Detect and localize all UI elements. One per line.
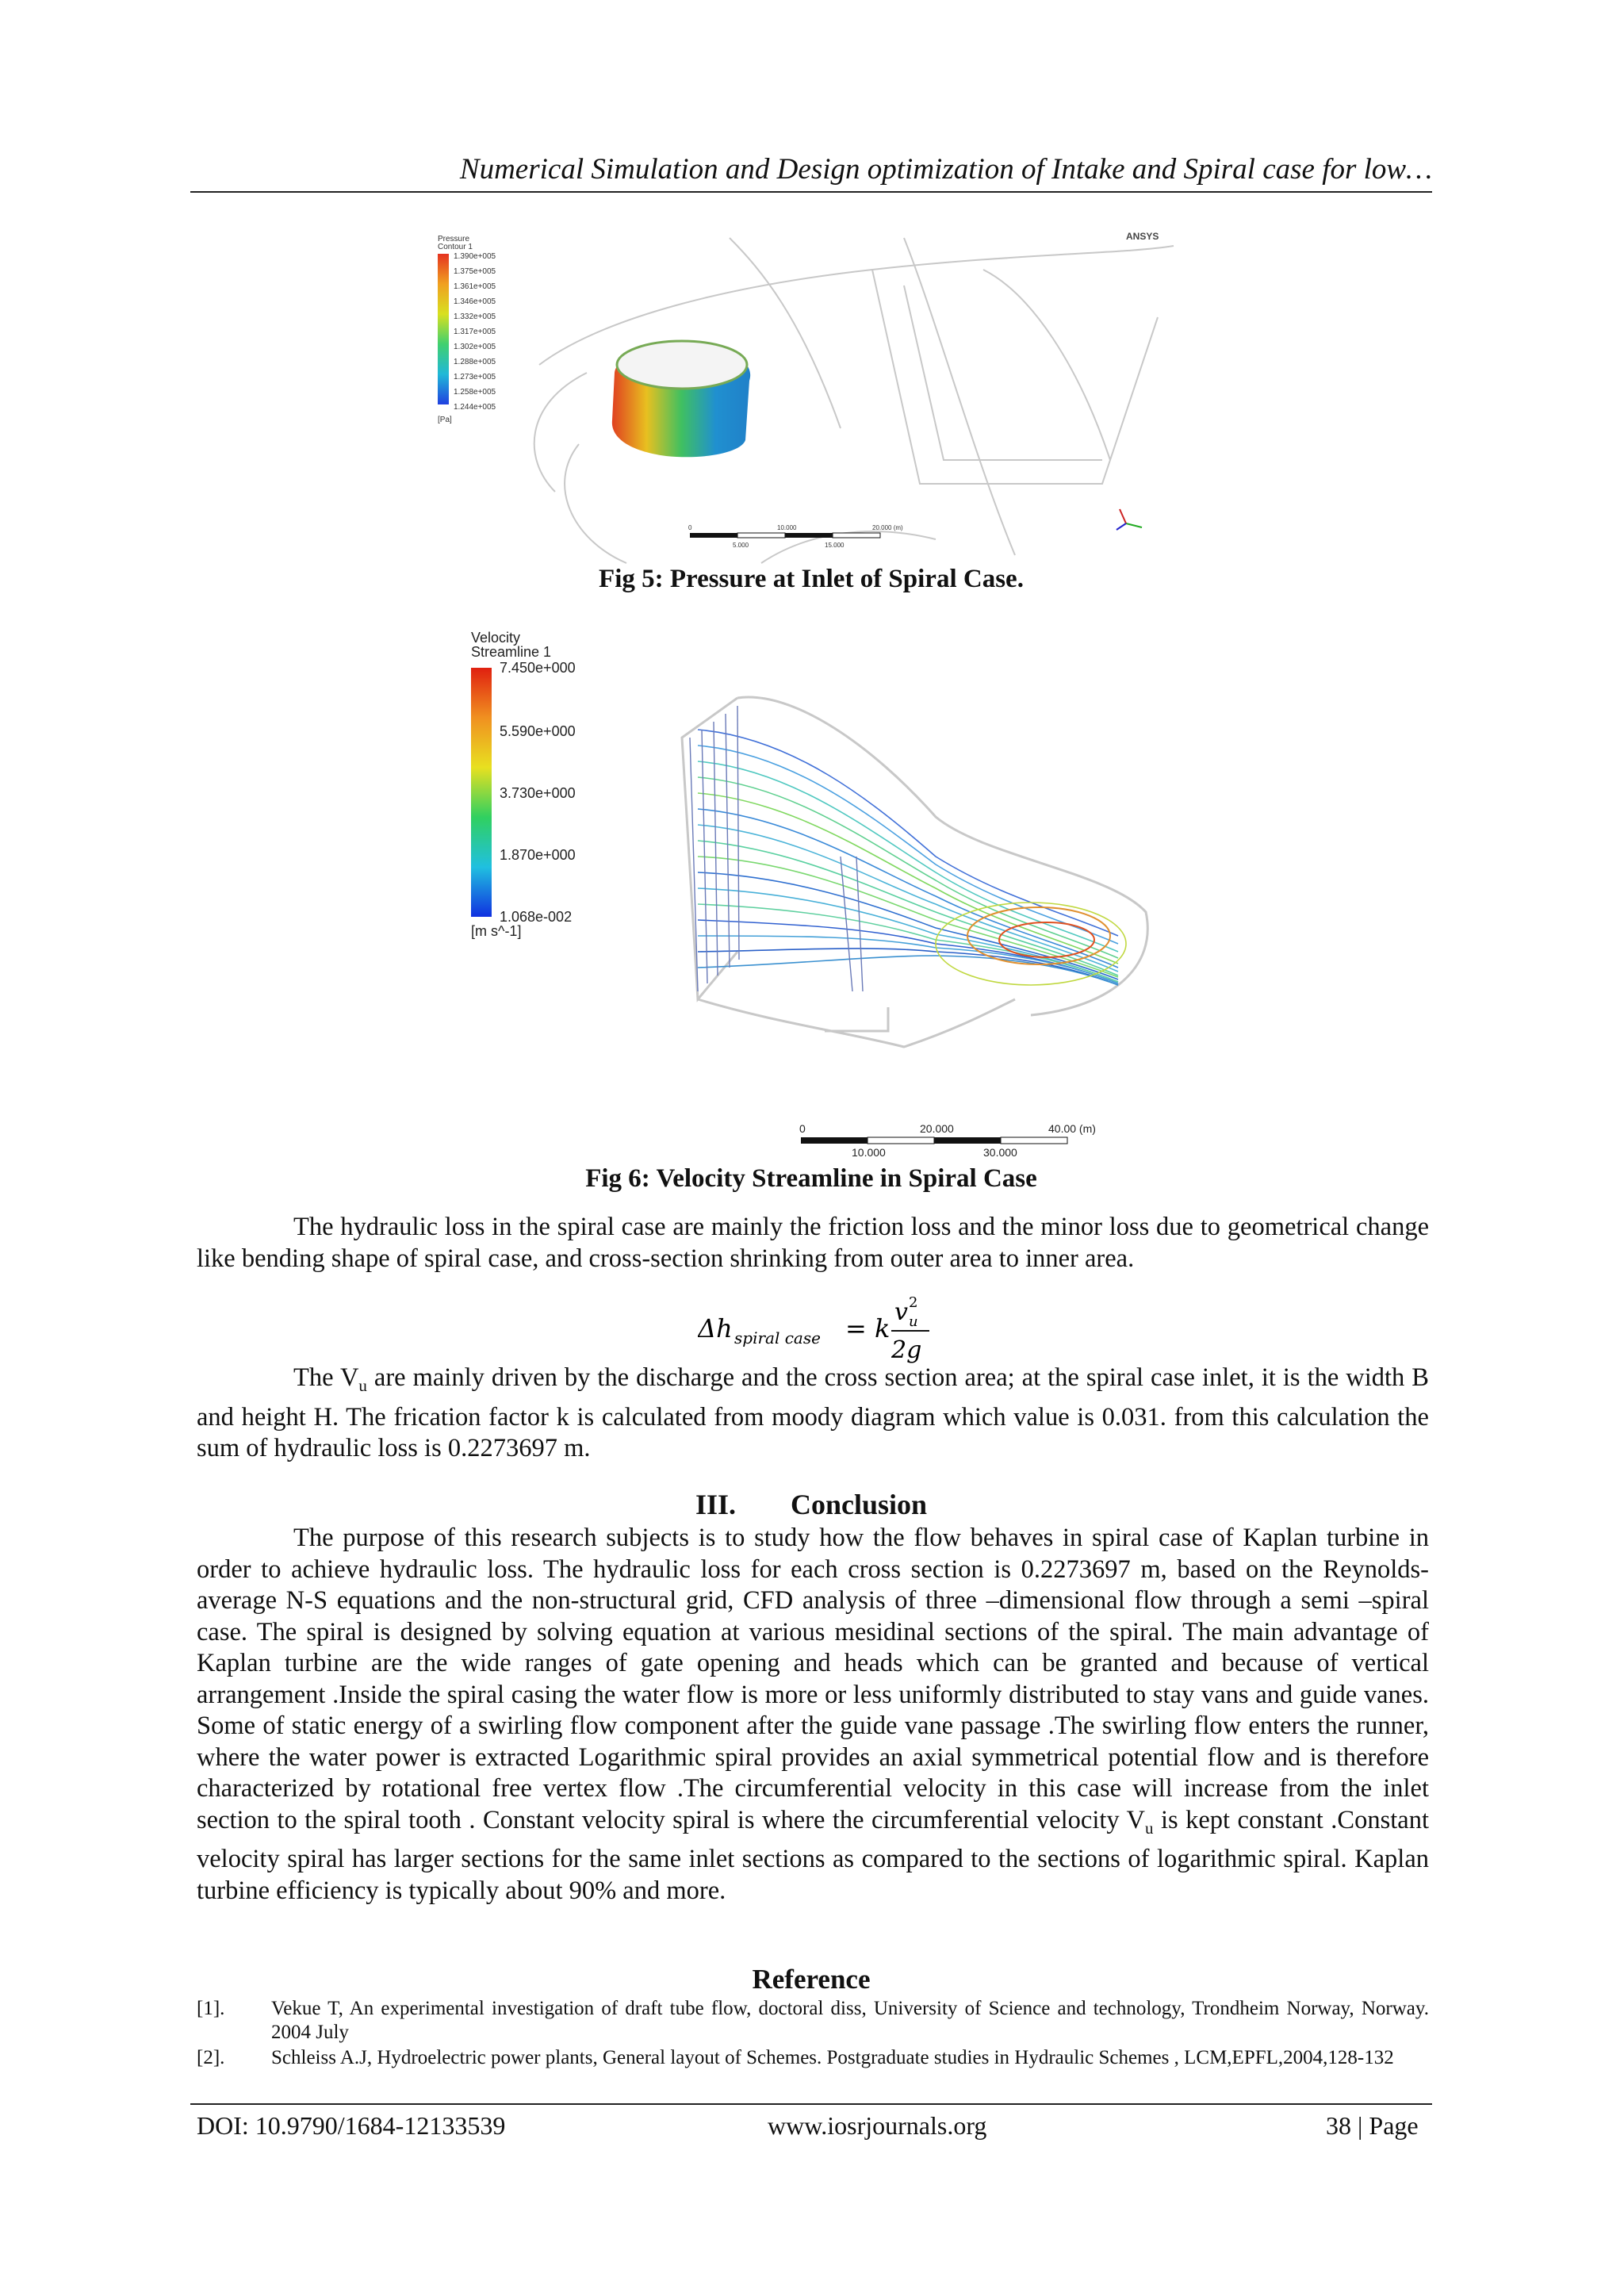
fig5-scale-label: 20.000 (m) [872,524,903,531]
fig6-scale-label: 0 [799,1122,806,1135]
fig5-legend-value: 1.273e+005 [454,373,496,381]
fig5-legend-unit: [Pa] [438,416,452,424]
fig5-color-bar [438,254,449,404]
fig6-streamlines [698,730,1126,985]
eq-equals-k: = k [845,1313,891,1343]
paragraph-text: The V [293,1363,359,1392]
fig5-legend-value: 1.390e+005 [454,252,496,261]
fig5-legend-value: 1.317e+005 [454,328,496,336]
eq-numerator-v: v [894,1298,908,1326]
fig5-image [428,222,1182,571]
fig6-color-bar [471,668,492,917]
paragraph-text: The purpose of this research subjects is to study how the flow behaves in spiral case of Kaplan turbine in order to achieve hydraulic loss. The hydraulic loss for each cross section is 0.2273697 m, based on the Reynolds-average N-S equations and the non-structural grid, CFD analysis of three –dimensional flow through a semi –spiral case. The spiral is designed by solving equation at various mesidinal sections of the spiral. The main advantage of Kaplan turbine are the wide ranges of gate opening and heads which can be granted and because of vertical arrangement .Inside the spiral casing the water flow is more or less uniformly distributed to stay vans and guide vanes. Some of static energy of a swirling flow component after the guide vane passage .The swirling flow enters the runner, where the water power is extracted Logarithmic spiral provides an axial symmetrical potential flow and is therefore characterized by rotational free vertex flow .The circumferential velocity in this case will increase from the inlet section to the spiral tooth . Constant velocity spiral is where the circumferential velocity V [197,1524,1429,1834]
reference-item [197,1997,1429,2046]
footer-page-number: 38 | Page [1326,2111,1419,2140]
section-heading [190,1488,1432,1521]
paragraph-text: is kept constant .Constant velocity spiral has larger sections for the same inlet sections as compared to the sections of logarithmic spiral. Kaplan turbine efficiency is typically about 90% and more. [197,1805,1429,1905]
fig5-legend-value: 1.288e+005 [454,358,496,366]
reference-text: Vekue T, An experimental investigation of draft tube flow, doctoral diss, University of Science and technology, Trondheim Norway, Norway. 2004 July [271,1998,1429,2043]
fig5-scale-label: 5.000 [733,542,749,549]
fig6-scale-label: 10.000 [852,1146,886,1159]
body-paragraph [197,1363,1429,1465]
fig5-legend-value: 1.375e+005 [454,267,496,276]
fig5-legend-value: 1.302e+005 [454,343,496,351]
fig5-legend-title-1: Pressure [438,235,470,243]
fig6-legend-unit: [m s^-1] [471,923,522,939]
reference-heading: Reference [752,1964,871,1995]
fig5-scale-label: 0 [688,524,692,531]
reference-number: [1]. [197,1998,225,2019]
fig6-image [460,619,1174,1166]
fig5-legend-value: 1.346e+005 [454,297,496,306]
fig6-casing-outline [682,697,1147,1047]
fig5-legend-value: 1.332e+005 [454,312,496,321]
fig5-ring [612,341,750,457]
fig6-caption: Fig 6: Velocity Streamline in Spiral Case [585,1164,1037,1193]
conclusion-paragraph [197,1523,1429,1907]
reference-item [197,2046,1429,2095]
eq-denominator: 2g [891,1336,922,1364]
eq-numerator-sup: 2 [909,1294,918,1311]
fig5-scale-label: 10.000 [777,524,797,531]
subscript: u [1145,1818,1154,1838]
fig6-scale-label: 20.000 [920,1122,954,1135]
paragraph-text: are mainly driven by the discharge and the cross section area; at the spiral case inlet, it is the width B and height H. The frication factor k is calculated from moody diagram which value is 0.031. from this calculation the sum of hydraulic loss is 0.2273697 m. [197,1363,1429,1462]
eq-subscript: spiral case [734,1328,821,1347]
fig6-legend-value: 1.068e-002 [500,909,573,925]
eq-numerator-sub: u [909,1313,918,1330]
paragraph-text: The hydraulic loss in the spiral case are mainly the friction loss and the minor loss due to geometrical change like bending shape of spiral case, and cross-section shrinking from outer area to inner area. [197,1213,1429,1273]
running-head: Numerical Simulation and Design optimization of Intake and Spiral case for low… [459,153,1432,186]
footer-doi: DOI: 10.9790/1684-12133539 [197,2111,506,2140]
header-rule [190,191,1432,193]
fig5-legend-value: 1.244e+005 [454,403,496,412]
body-paragraph [197,1212,1429,1274]
fig6-scale-label: 30.000 [983,1146,1017,1159]
fig6-legend-value: 7.450e+000 [500,660,576,676]
section-title: Conclusion [790,1489,928,1520]
fig5-scale-label: 15.000 [825,542,845,549]
fig5-graphic [428,222,1182,571]
fig6-legend-title-1: Velocity [471,630,521,646]
footer-rule [190,2103,1432,2105]
fig6-scale-bar [799,1122,1096,1159]
subscript: u [358,1376,367,1395]
fig6-scale-label: 40.00 (m) [1048,1122,1096,1135]
fig6-graphic [460,619,1174,1166]
fig6-legend-value: 1.870e+000 [500,847,576,863]
reference-number: [2]. [197,2047,225,2068]
section-number: III. [695,1489,736,1520]
fig5-caption: Fig 5: Pressure at Inlet of Spiral Case. [599,565,1024,593]
fig6-legend-value: 5.590e+000 [500,723,576,739]
fig6-legend-title-2: Streamline 1 [471,644,552,660]
eq-delta-h: Δh [698,1313,733,1343]
footer-website: www.iosrjournals.org [768,2111,987,2140]
fig5-legend-title-2: Contour 1 [438,243,473,251]
fig5-axis-triad [1116,509,1142,530]
fig5-legend-value: 1.258e+005 [454,388,496,397]
fig6-legend-value: 3.730e+000 [500,785,576,801]
reference-text: Schleiss A.J, Hydroelectric power plants, General layout of Schemes. Postgraduate studies in Hydraulic Schemes , LCM,EPFL,2004,128-132 [271,2047,1394,2068]
fig5-legend-value: 1.361e+005 [454,282,496,291]
ansys-logo: ANSYS [1126,231,1159,242]
equation-hydraulic-loss [698,1290,952,1364]
